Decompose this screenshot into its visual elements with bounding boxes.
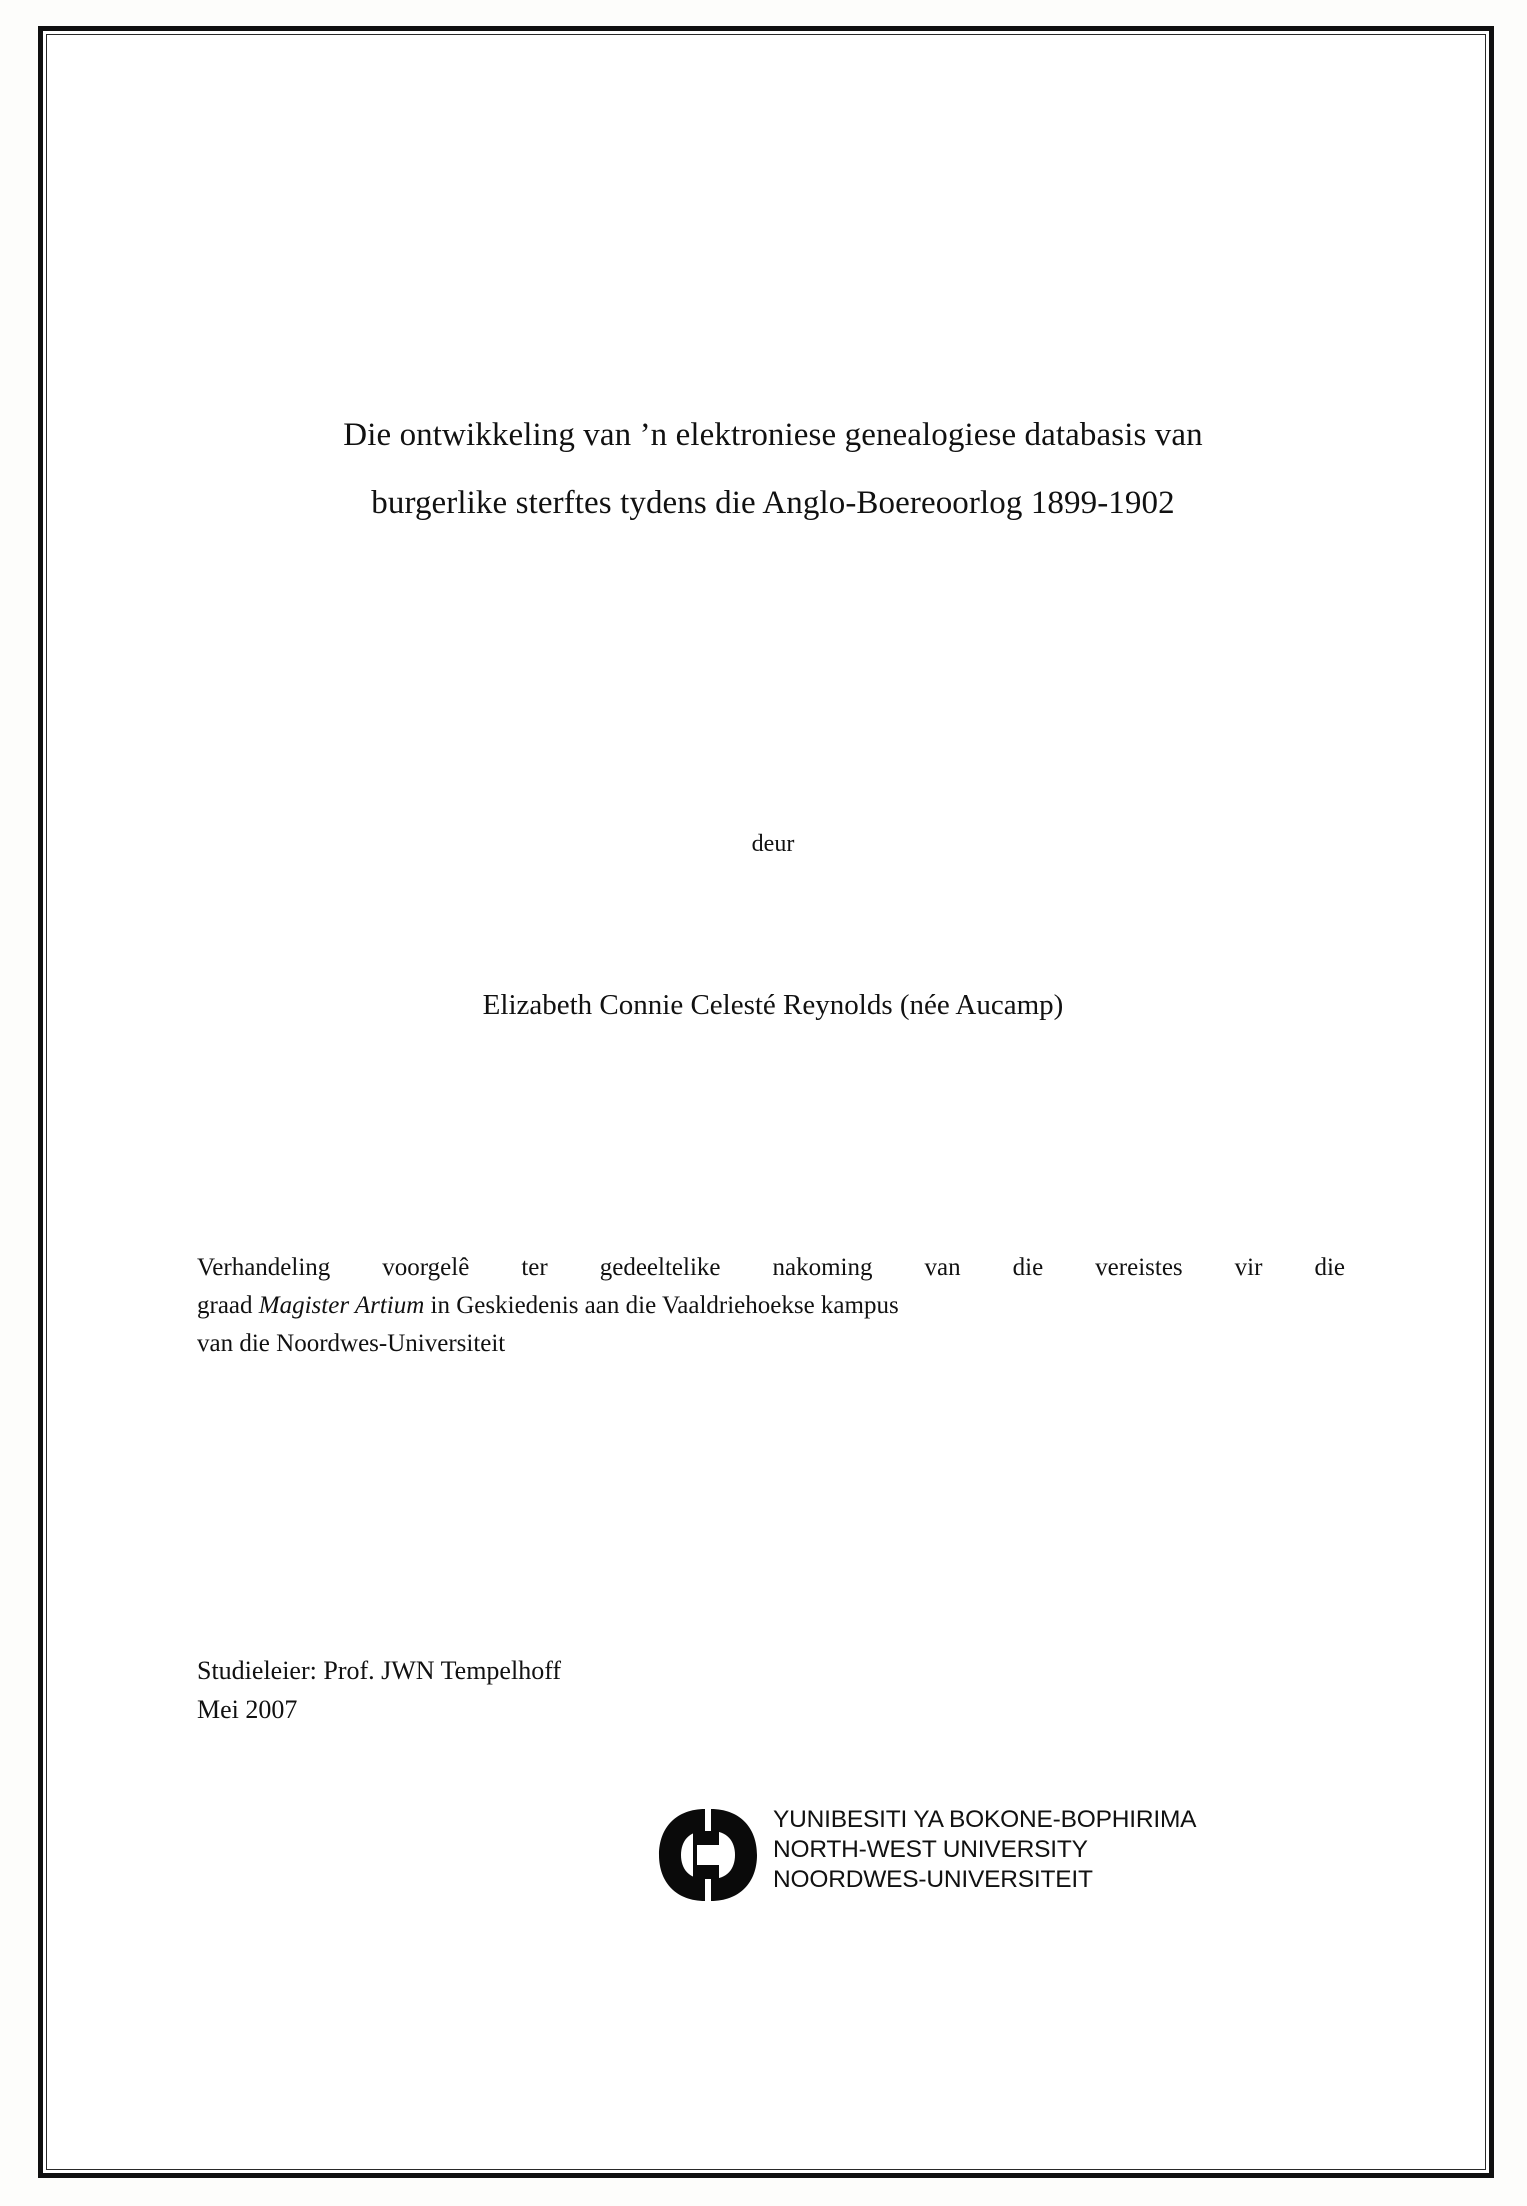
university-logo-text <box>773 1805 1196 1895</box>
degree-statement <box>197 1249 1345 1363</box>
byline-label: deur <box>751 831 795 857</box>
page-title <box>193 401 1353 537</box>
supervisor-line: Studieleier: Prof. JWN Tempelhoff <box>197 1656 562 1685</box>
date-line: Mei 2007 <box>197 1695 298 1724</box>
degree-name-italic: Magister Artium <box>258 1292 425 1319</box>
degree-statement-line-1: Verhandeling voorgelê ter gedeeltelike nakoming van die vereistes vir die <box>197 1254 1345 1281</box>
title-line-2: burgerlike sterftes tydens die Anglo-Boereoorlog 1899-1902 <box>371 485 1175 521</box>
logo-text-line-3: NOORDWES-UNIVERSITEIT <box>773 1866 1093 1893</box>
degree-statement-line-3: van die Noordwes-Universiteit <box>197 1330 506 1357</box>
logo-text-line-2: NORTH-WEST UNIVERSITY <box>773 1836 1088 1863</box>
degree-statement-line-2-prefix: graad <box>197 1292 259 1319</box>
university-logo-block <box>523 1799 1223 1929</box>
page-border-frame <box>38 26 1494 2178</box>
title-line-1: Die ontwikkeling van ’n elektroniese genealogiese databasis van <box>343 417 1203 453</box>
title-page-content <box>193 31 1353 2173</box>
supervisor-and-date <box>197 1651 1097 1729</box>
degree-statement-line-2 <box>197 1287 1345 1325</box>
author-name: Elizabeth Connie Celesté Reynolds (née Aucamp) <box>482 989 1064 1021</box>
logo-text-line-1: YUNIBESITI YA BOKONE-BOPHIRIMA <box>773 1806 1197 1833</box>
degree-statement-line-2-suffix: in Geskiedenis aan die Vaaldriehoekse kampus <box>424 1292 899 1319</box>
north-west-university-logo-icon <box>653 1805 763 1905</box>
